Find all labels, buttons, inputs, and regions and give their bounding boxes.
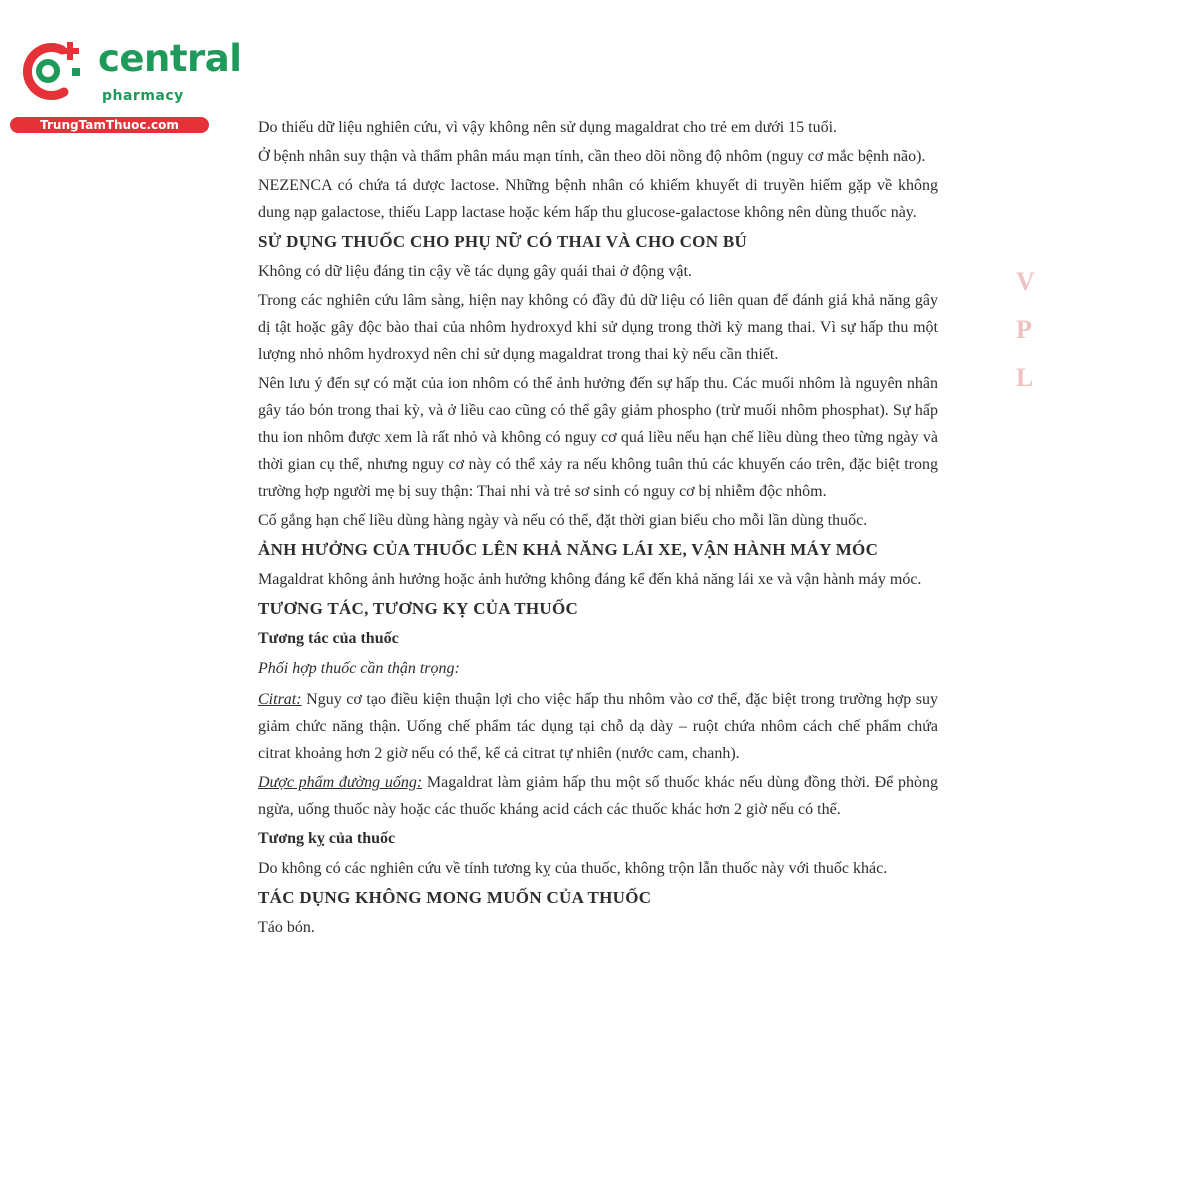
pharmacy-cross-icon	[10, 36, 90, 106]
paragraph-lactose-warning: NEZENCA có chứa tá dược lactose. Những bệnh nhân có khiếm khuyết di truyền hiếm gặp về không dung nạp galactose, thiếu Lapp lactase hoặc kém hấp thu glucose-galactose không nên dùng thuốc này.	[258, 177, 938, 221]
citrat-label: Citrat:	[258, 691, 302, 708]
subheading-interactions: Tương tác của thuốc	[258, 630, 399, 647]
logo-site-banner: TrungTamThuoc.com	[10, 117, 209, 133]
central-pharmacy-logo	[10, 36, 242, 136]
heading-driving: ẢNH HƯỞNG CỦA THUỐC LÊN KHẢ NĂNG LÁI XE, VẬN HÀNH MÁY MÓC	[258, 540, 879, 559]
paragraph-citrat	[258, 686, 938, 767]
paragraph-aluminium-absorption: Nên lưu ý đến sự có mặt của ion nhôm có thể ảnh hưởng đến sự hấp thu. Các muối nhôm là nguyên nhân gây táo bón trong thai kỳ, và ở liều cao cũng có thể gây giảm phospho (trừ muối nhôm phosphat). Sự hấp thu ion nhôm được xem là rất nhỏ và không có nguy cơ quá liều nếu hạn chế liều dùng theo từng ngày và thời gian cụ thể, nhưng nguy cơ này có thể xảy ra nếu không tuân thủ các khuyến cáo trên, đặc biệt trong trường hợp người mẹ bị suy thận: Thai nhi và trẻ sơ sinh có nguy cơ bị nhiễm độc nhôm.	[258, 375, 938, 500]
paragraph-renal-warning: Ở bệnh nhân suy thận và thẩm phân máu mạn tính, cần theo dõi nồng độ nhôm (nguy cơ mắc bệnh não).	[258, 148, 926, 165]
paragraph-incompatibility: Do không có các nghiên cứu về tính tương kỵ của thuốc, không trộn lẫn thuốc này với thuốc khác.	[258, 860, 888, 877]
paragraph-teratogen: Không có dữ liệu đáng tin cậy về tác dụng gây quái thai ở động vật.	[258, 263, 692, 280]
oral-drugs-text: Magaldrat làm giảm hấp thu một số thuốc khác nếu dùng đồng thời. Để phòng ngừa, uống thuốc này hoặc các thuốc kháng acid cách các thuốc khác hơn 2 giờ nếu có thể.	[258, 774, 938, 818]
paragraph-adverse-effects: Táo bón.	[258, 919, 315, 936]
citrat-text: Nguy cơ tạo điều kiện thuận lợi cho việc hấp thu nhôm vào cơ thể, đặc biệt trong trường hợp suy giảm chức năng thận. Uống chế phẩm tác dụng tại chỗ dạ dày – ruột chứa nhôm cách chế phẩm chứa citrat khoảng hơn 2 giờ nếu có thể, kể cả citrat tự nhiên (nước cam, chanh).	[258, 691, 938, 762]
heading-interactions: TƯƠNG TÁC, TƯƠNG KỴ CỦA THUỐC	[258, 599, 579, 618]
stamp-char: L	[1016, 363, 1034, 392]
caution-label: Phối hợp thuốc cần thận trọng:	[258, 660, 460, 677]
logo-name: central	[98, 37, 242, 80]
heading-pregnancy: SỬ DỤNG THUỐC CHO PHỤ NỮ CÓ THAI VÀ CHO CON BÚ	[258, 232, 748, 251]
logo-subtitle: pharmacy	[102, 88, 184, 104]
subheading-incompatibility: Tương kỵ của thuốc	[258, 830, 396, 847]
stamp-char: P	[1016, 315, 1032, 344]
heading-adverse-effects: TÁC DỤNG KHÔNG MONG MUỐN CỦA THUỐC	[258, 888, 652, 907]
paragraph-clinical-studies: Trong các nghiên cứu lâm sàng, hiện nay không có đầy đủ dữ liệu có liên quan để đánh giá khả năng gây dị tật hoặc gây độc bào thai của nhôm hydroxyd khi sử dụng trong thời kỳ mang thai. Vì sự hấp thu một lượng nhỏ nhôm hydroxyd nên chỉ sử dụng magaldrat trong thai kỳ nếu cần thiết.	[258, 292, 938, 363]
paragraph-driving: Magaldrat không ảnh hưởng hoặc ảnh hưởng không đáng kể đến khả năng lái xe và vận hành máy móc.	[258, 571, 922, 588]
document-body	[258, 114, 938, 943]
paragraph-oral-drugs	[258, 769, 938, 823]
oral-drugs-label: Dược phẩm đường uống:	[258, 774, 423, 791]
paragraph-dose-limit: Cố gắng hạn chế liều dùng hàng ngày và nếu có thể, đặt thời gian biểu cho mỗi lần dùng thuốc.	[258, 512, 868, 529]
paragraph-children-warning: Do thiếu dữ liệu nghiên cứu, vì vậy không nên sử dụng magaldrat cho trẻ em dưới 15 tuổi.	[258, 119, 838, 136]
stamp-char: V	[1016, 267, 1035, 296]
stamp-mark	[1016, 258, 1038, 408]
